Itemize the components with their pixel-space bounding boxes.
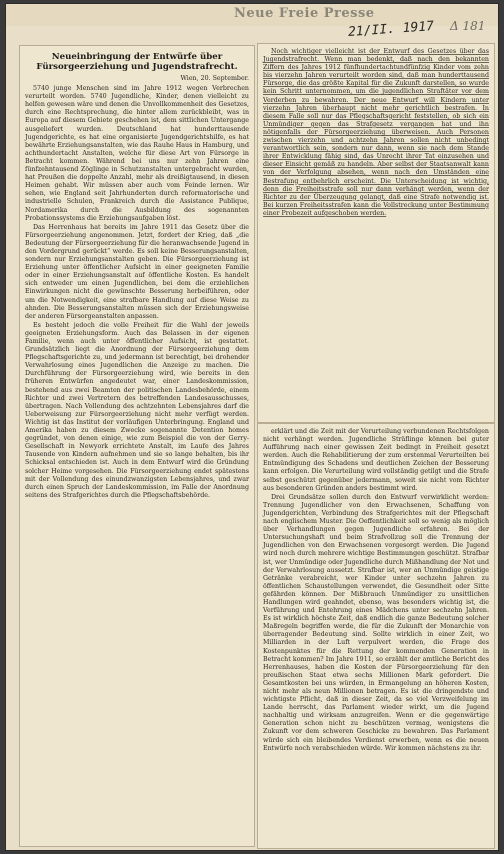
paragraph: Drei Grundsätze sollen durch den Entwurf verwirklicht werden: Trennung Jugendlicher von den Erwachsenen, Schaffung von Jugendgerichten, Verbindung des Strafgerichtes mit der Pflegschaft nach englischem Muster. Die Oeffentlichkeit soll so wenig als möglich über Verhandlungen gegen Jugendliche erfahren. Bei der Untersuchungshaft und beim Strafvollzug soll die Trennung der Jugendlichen von den Erwachsenen vorgesorgt werden. Die Jugend wird noch durch mehrere wichtige Bestimmungen geschützt. Strafbar ist, wer Unmündige oder Jugendliche durch Mißhandlung der Not und der Verwahrlosung aussetzt. Strafbar ist, wer an Unmündige geistige Getränke verabreicht, wer Kinder unter sechzehn Jahren zu öffentlichen Schaustellungen verwendet, die Gesundheit oder Sitte gefährden können. Der Mißbrauch Unmündiger zu unsittlichen Handlungen wird geahndet, ebenso, was besonders wichtig ist, die Verführung und Entehrung eines Mädchens unter sechzehn Jahren. Es ist wirklich höchste Zeit, daß endlich die ganze Bedeutung solcher Maßregeln begriffen werde, die für die Zukunft der Monarchie von überragender Bedeutung sind. Sollte wirklich in einer Zeit, wo Milliarden in der Luft verpulvert werden, die Frage des Kostenpunktes für die Rettung der kommenden Generation in Betracht kommen? Im Jahre 1911, so erzählt der amtliche Bericht des Herrenhauses, haben die Kosten der Fürsorgeerziehung für den preußischen Staat etwa sechs Millionen Mark gefordert. Die Gesamtkosten bei uns würden, in Ermangelung an höheren Kosten, nicht mehr als neun Millionen betragen. Es ist die dringendste und wichtigste Pflicht, daß in dieser Zeit, da so viel Verzweifelung im Lande herrscht, das Parlament wieder wirkt, um die Jugend nachhaltig und wirksam anzugreifen. Wenn er die gegenwärtige Generation schon nicht zu beschützen vermag, wenigstens die Zukunft vor dem schweren Geschicke zu bewahren. Das Parlament würde sich ein bleibendes Verdienst erwerben, wenn es die neuen Entwürfe noch verabschieden würde. Wir kommen nächstens zu ihr.: [263, 493, 489, 752]
handwritten-archive-mark: Δ 181: [450, 19, 486, 33]
article-dateline: Wien, 20. September.: [180, 75, 249, 82]
paragraph: Es besteht jedoch die volle Freiheit für die Wahl der jeweils geeigneten Erziehungsform. Auch das Belassen in der eigenen Familie, wenn auch unter öffentlicher Aufsicht, ist gestattet. Grundsätzlich liegt die Anordnung der Fürsorgeerziehung dem Pflegschaftsgerichte zu, und jedermann ist berechtigt, bei drohender Verwahrlosung eines Jugendlichen die Anzeige zu machen. Die Durchführung der Fürsorgeerziehung wird, wie bereits in den früheren Entwürfen angedeutet war, einer Landeskommission, bestehend aus zwei Beamten der politischen Landesbehörde, einem Richter und zwei Vertretern des betreffenden Landesausschusses, übertragen. Nach Vollendung des achtzehnten Lebensjahres darf die Ueberweisung zur Fürsorgeerziehung nicht mehr verfügt werden. Wichtig ist das Institut der vorläufigen Unterbringung. England und Amerika haben zu diesem Zwecke sogenannte Detention homes gegründet, von denen einige, wie zum Beispiel die von der Gerry-Gesellschaft in Newyork errichtete Anstalt, im Laufe des Jahres Tausende von Kindern aufnehmen und sie so lange behalten, bis ihr Schicksal entschieden ist. Auch in dem Entwurf wird die Gründung solcher Heime vorgesehen. Die Fürsorgeerziehung endet spätestens mit der Vollendung des einundzwanzigsten Lebensjahres, und zwar durch einen Spruch der Landeskommission, im Falle der Anordnung seitens des Strafgerichtes durch die Pflegschaftsbehörde.: [25, 321, 249, 499]
newspaper-name: Neue Freie Presse: [234, 6, 375, 21]
clipping-sheet: [6, 4, 498, 850]
clipping-column-right-bottom: [258, 424, 494, 848]
handwritten-date: 21/II. 1917: [347, 19, 435, 40]
paragraph: Noch wichtiger vielleicht ist der Entwurf des Gesetzes über das Jugendstrafrecht. Wenn man bedenkt, daß nach den bekannten Ziffern des Jahres 1912 fünfhundertachtundfünfzig Kinder vom zehn bis vierzehn Jahren verurteilt worden sind, daß man hunderttausend Fürsorge, die das größte Kapital für die Zukunft darstellen, so wurde kein Schritt unternommen, um die jugendlichen Straftäter vor dem Verderben zu bewahren. Der neue Entwurf will Kindern unter vierzehn Jahren überhaupt nicht mehr gerichtlich bestrafen. In diesem Falle soll nur das Pflegschaftsgericht feststellen, ob sich ein Unmündiger gegen das Strafgesetz vergangen hat und ihn nötigenfalls der Fürsorgeerziehung überweisen. Auch Personen zwischen vierzehn und achtzehn Jahren sollen nicht unbedingt verantwortlich sein, sondern nur dann, wenn sie nach dem Stande ihrer Entwicklung fähig sind, das Unrecht ihrer Tat einzusehen und dieser Einsicht gemäß zu handeln. Aber selbst der Staatsanwalt kann von der Verfolgung absehen, wenn nach den Umständen eine Bestrafung entbehrlich erscheint. Die Unterscheidung ist wichtig, denn die Freiheitsstrafe soll nur dann verhängt werden, wenn der Richter zu der Überzeugung gelangt, daß eine Strafe notwendig ist. Bei kurzen Freiheitsstrafen kann die Vollstreckung unter Bestimmung einer Probezeit aufgeschoben werden.: [263, 48, 489, 217]
paragraph: 5740 junge Menschen sind im Jahre 1912 wegen Verbrechen verurteilt worden. 5740 Jugendliche, Kinder, denen vielleicht zu helfen gewesen wäre und denen die Unvollkommenheit des Gesetzes, durch eine Rechtsprechung, die hinter allem zurückbleibt, was in Europa auf diesem Gebiete geschehen ist, dem sittlichen Untergange ausgeliefert wurden. Deutschland hat hunderttausende Jugendgerichte, es hat eine organisierte Jugendgerichtshilfe, es hat bewährte Erziehungsanstalten, wie das Rauhe Haus in Hamburg, und achthundertacht Anstalten, welche für diese Art von Fürsorge in Betracht kommen. Während bei uns nur zehn Jahren eine fünfzehntausend Zöglinge in Schutzanstalten untergebracht wurden, hat Preußen die doppelte Anzahl, mehr als dreißigtausend, in diesen Heimen gehabt. Wir müssen aber auch vom Feinde lernen. Wir sehen, wie England seit Jahrhunderten durch reformatorische und industrielle Schulen, Frankreich durch die Assistance Publique, Nordamerika durch die Ausbildung des sogenannten Probationssystems die Erziehungsaufgaben löst.: [25, 85, 249, 222]
paragraph: Das Herrenhaus hat bereits im Jahre 1911 das Gesetz über die Fürsorgeerziehung angenommen. Jetzt, fordert der Krieg, daß „die Bedeutung der Fürsorgeerziehung für die heranwachsende Jugend in den Vordergrund gerückt“ werde. Es soll keine Besserungsanstalten, sondern nur Erziehungsanstalten geben. Die Fürsorgeerziehung ist Erziehung unter öffentlicher Aufsicht in einer geeigneten Familie oder in einer Erziehungsanstalt auf öffentliche Kosten. Es handelt sich entweder um einen Jugendlichen, bei dem die erziehlichen Einwirkungen nicht die gewünschte Besserung herbeiführen, oder um die Notwendigkeit, eine strafbare Handlung auf diese Weise zu ahnden. Die Besserungsanstalten müssen sich der Erziehungsweise der anderen Fürsorgeanstalten anpassen.: [25, 223, 249, 320]
paragraph: erklärt und die Zeit mit der Verurteilung verbundenen Rechtsfolgen nicht verhängt werden. Jugendliche Sträflinge können bei guter Aufführung nach einer gewissen Zeit bedingt in Freiheit gesetzt werden. Auch die Rehabilitierung der zum erstenmal Verurteilten bei Entmündigung des Schadens und deutlichen Zeichen der Besserung kann erfolgen. Die Verurteilung wird vollständig getilgt und die Strafe selbst geschützt gegenüber jedermann, soweit sie nicht vom Richter aus besonderen Gründen anders bestimmt wird.: [263, 428, 489, 492]
clipping-column-right-top: [258, 44, 494, 422]
article-headline: Neueinbringung der Entwürfe über Fürsorgeerziehung und Jugendstrafrecht.: [36, 52, 238, 72]
clipping-column-left: [20, 46, 254, 846]
